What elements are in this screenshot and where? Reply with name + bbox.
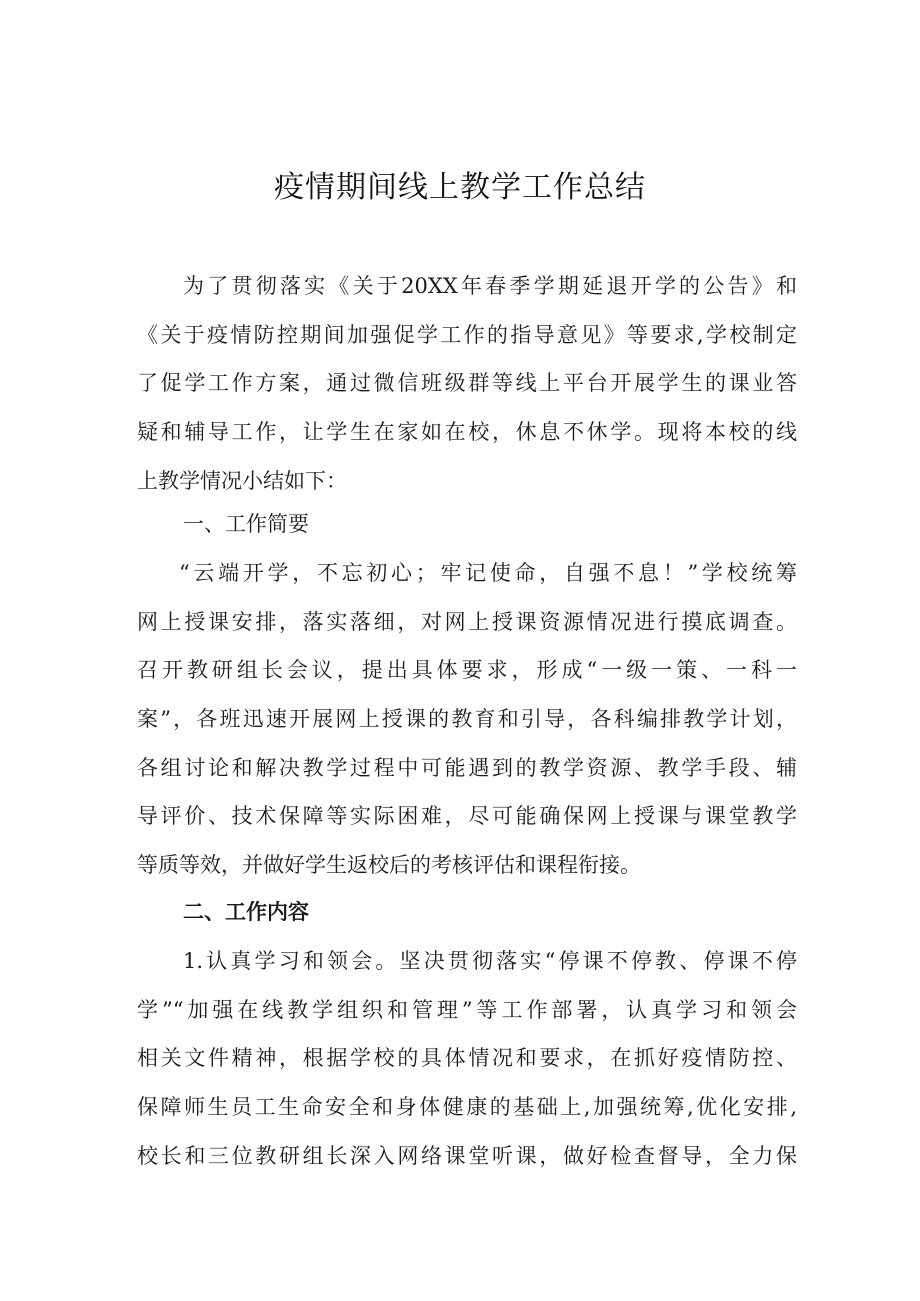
paragraph-line: 为了贯彻落实《关于20XX年春季学期延退开学的公告》和	[183, 274, 797, 298]
paragraph-line: 1.认真学习和领会。坚决贯彻落实“停课不停教、停课不停	[183, 949, 797, 973]
paragraph-line: 校长和三位教研组长深入网络课堂听课，做好检查督导，全力保	[137, 1143, 797, 1168]
paragraph-line: “云端开学，不忘初心；牢记使命，自强不息！”学校统筹	[179, 561, 797, 585]
section-heading: 一、工作简要	[183, 512, 309, 536]
paragraph-line: 案”，各班迅速开展网上授课的教育和引导，各科编排教学计划，	[137, 707, 797, 732]
document-title: 疫情期间线上教学工作总结	[274, 170, 646, 205]
paragraph-line: 上教学情况小结如下：	[137, 468, 347, 493]
section-heading: 二、工作内容	[183, 900, 309, 924]
paragraph-line: 了促学工作方案，通过微信班级群等线上平台开展学生的课业答	[137, 371, 797, 396]
paragraph-line: 等质等效，并做好学生返校后的考核评估和课程衔接。	[137, 853, 641, 878]
paragraph-line: 《关于疫情防控期间加强促学工作的指导意见》等要求,学校制定	[137, 322, 797, 347]
paragraph-line: 学”“加强在线教学组织和管理”等工作部署，认真学习和领会	[137, 997, 797, 1022]
paragraph-line: 相关文件精神，根据学校的具体情况和要求，在抓好疫情防控、	[137, 1046, 797, 1071]
section-1-heading	[137, 500, 797, 549]
paragraph-line: 疑和辅导工作，让学生在家如在校，休息不休学。现将本校的线	[137, 420, 797, 445]
paragraph-line: 网上授课安排，落实落细，对网上授课资源情况进行摸底调查。	[137, 609, 797, 634]
intro-paragraph	[137, 262, 797, 505]
paragraph-line: 导评价、技术保障等实际困难，尽可能确保网上授课与课堂教学	[137, 804, 797, 829]
section-1-paragraph	[137, 549, 797, 890]
paragraph-line: 召开教研组长会议，提出具体要求，形成“一级一策、一科一	[137, 658, 797, 683]
paragraph-line: 保障师生员工生命安全和身体健康的基础上,加强统筹,优化安排,	[137, 1095, 797, 1120]
section-2-heading	[137, 888, 797, 937]
paragraph-line: 各组讨论和解决教学过程中可能遇到的教学资源、教学手段、辅	[137, 755, 797, 780]
section-2-paragraph	[137, 937, 797, 1180]
